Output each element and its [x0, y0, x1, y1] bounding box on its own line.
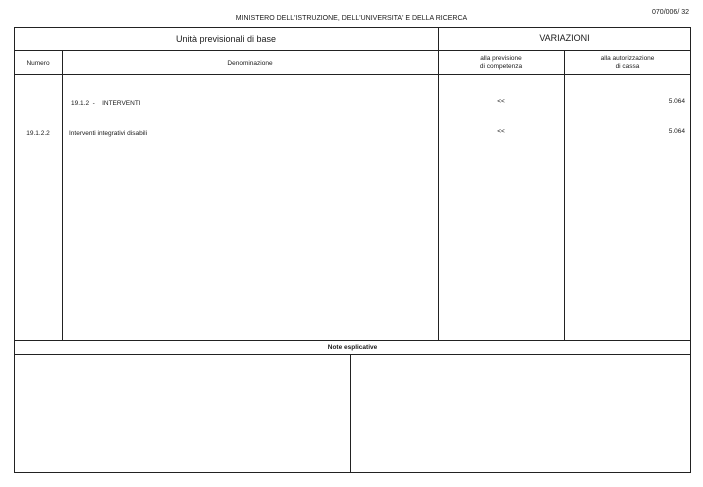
- row-cassa: 5.064: [668, 98, 685, 105]
- row-previsione: <<: [497, 98, 505, 105]
- header-divider: [14, 50, 691, 51]
- column-header-denominazione: Denominazione: [227, 60, 273, 67]
- column-header-previsione-1: alla previsione: [480, 55, 522, 62]
- column-header-cassa-2: di cassa: [615, 63, 640, 70]
- column-header-numero: Numero: [26, 60, 50, 67]
- page-code: 070/006/ 32: [652, 9, 689, 16]
- notes-left-area: [15, 355, 350, 472]
- row-cassa: 5.064: [668, 128, 685, 135]
- notes-right-area: [351, 355, 690, 472]
- variazioni-divider: [438, 27, 439, 341]
- numero-divider: [62, 50, 63, 341]
- row-previsione: <<: [497, 128, 505, 135]
- group-header-variazioni: VARIAZIONI: [539, 33, 590, 43]
- group-header-unita: Unità previsionali di base: [175, 34, 277, 44]
- column-header-previsione-2: di competenza: [479, 63, 523, 70]
- notes-title: Note esplicative: [327, 344, 378, 351]
- row-denominazione: Interventi integrativi disabili: [69, 130, 148, 137]
- cassa-divider: [564, 50, 565, 341]
- row-denominazione: 19.1.2 - INTERVENTI: [71, 100, 141, 107]
- ministry-heading: MINISTERO DELL'ISTRUZIONE, DELL'UNIVERSITA' E DELLA RICERCA: [235, 15, 468, 22]
- column-header-divider: [14, 74, 691, 75]
- row-numero: 19.1.2.2: [26, 130, 50, 137]
- column-header-cassa-1: alla autorizzazione: [600, 55, 655, 62]
- notes-divider-top: [14, 340, 691, 341]
